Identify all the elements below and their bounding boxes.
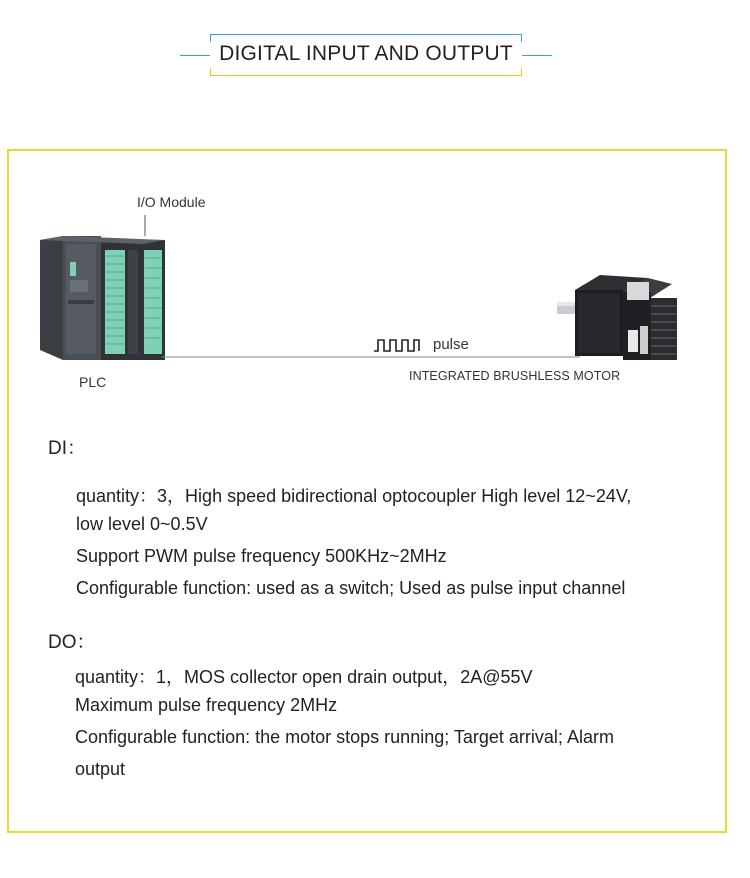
do-line: Maximum pulse frequency 2MHz xyxy=(75,695,338,715)
io-module-label: I/O Module xyxy=(137,194,206,210)
motor-label: INTEGRATED BRUSHLESS MOTOR xyxy=(409,369,621,383)
di-line: Configurable function: used as a switch; Used as pulse input channel xyxy=(76,578,626,598)
page-title: DIGITAL INPUT AND OUTPUT xyxy=(219,42,513,65)
plc-image xyxy=(40,236,165,360)
pulse-waveform-icon xyxy=(374,340,419,351)
di-line: quantity：3，High speed bidirectional optocoupler High level 12~24V, xyxy=(76,486,632,506)
do-line: quantity：1，MOS collector open drain output，2A@55V xyxy=(75,667,533,687)
do-line: output xyxy=(75,759,126,779)
plc-label: PLC xyxy=(79,374,107,390)
di-line: low level 0~0.5V xyxy=(76,514,208,534)
do-heading: DO： xyxy=(48,632,96,653)
pulse-label: pulse xyxy=(433,336,469,353)
di-line: Support PWM pulse frequency 500KHz~2MHz xyxy=(76,546,447,566)
motor-image xyxy=(557,275,677,360)
do-line: Configurable function: the motor stops running; Target arrival; Alarm xyxy=(75,727,614,747)
diagram-graphics xyxy=(0,0,750,400)
di-heading: DI： xyxy=(48,438,87,459)
connection-diagram xyxy=(0,0,750,400)
